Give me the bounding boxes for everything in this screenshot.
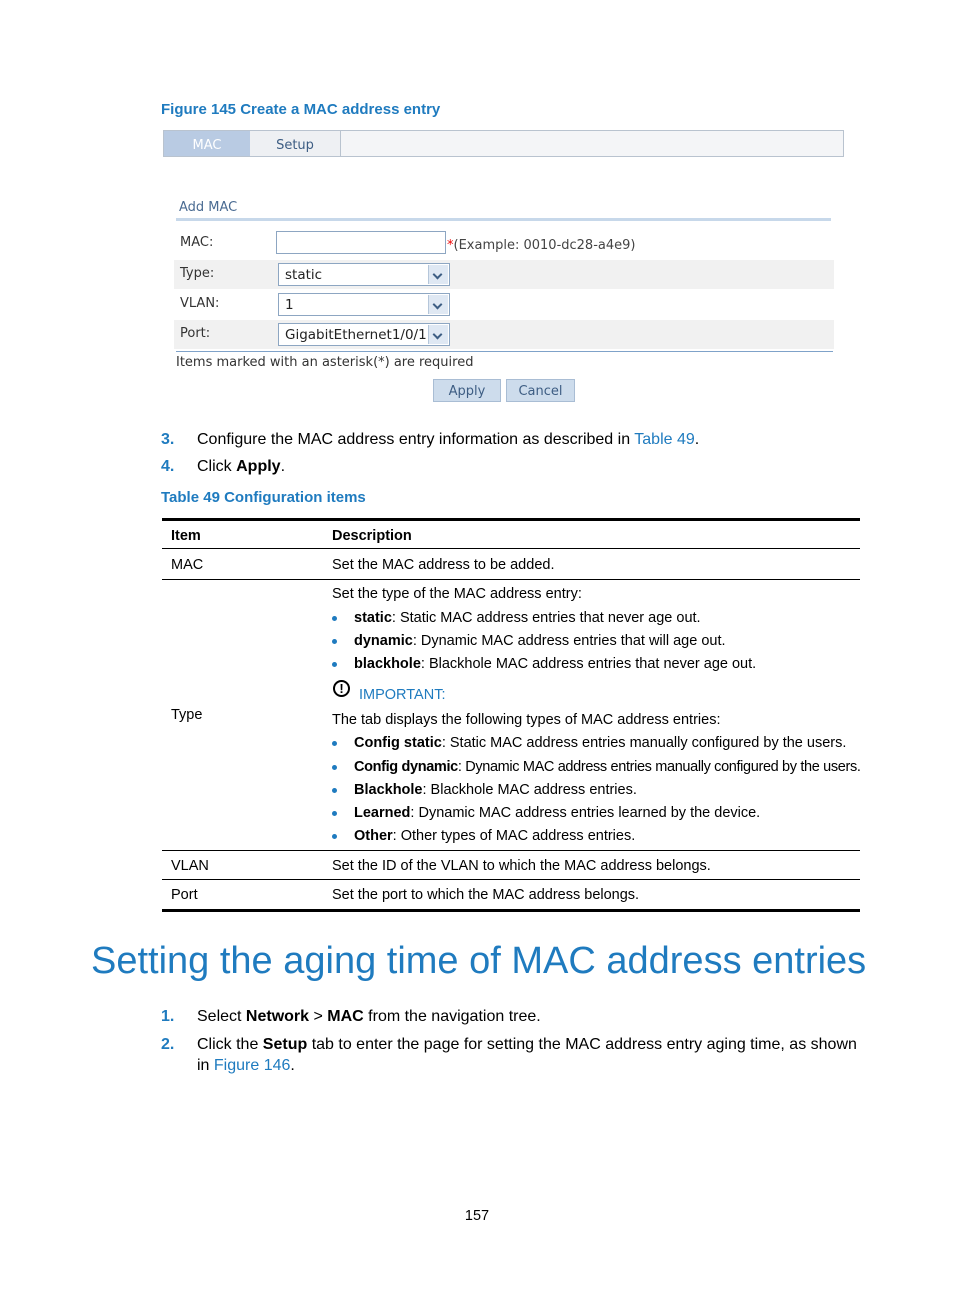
term: Config dynamic (354, 759, 458, 775)
page-number: 157 (464, 1208, 490, 1224)
table-top-rule (162, 518, 860, 521)
step-1 (161, 1008, 861, 1028)
apply-keyword: Apply (236, 458, 281, 475)
apply-button[interactable]: Apply (433, 379, 501, 402)
form-divider-top (176, 218, 831, 221)
tab-bar (163, 130, 844, 157)
important-label: IMPORTANT: (359, 687, 446, 703)
term-desc: : Blackhole MAC address entries. (422, 782, 637, 798)
port-row-bg (174, 320, 834, 349)
term: Blackhole (354, 782, 423, 798)
step-3 (161, 431, 861, 451)
step-2 (161, 1036, 881, 1056)
step-number: 2. (161, 1036, 175, 1053)
step-2-line-2 (197, 1057, 295, 1075)
chevron-down-icon[interactable] (428, 295, 448, 314)
table-bottom-rule (162, 909, 860, 912)
bullet-icon (332, 616, 337, 621)
bullet-icon (332, 765, 337, 770)
step-text-end: from the navigation tree. (363, 1008, 541, 1025)
bullet-icon (332, 811, 337, 816)
type-intro: Set the type of the MAC address entry: (332, 586, 582, 602)
step-text-end: . (694, 431, 700, 448)
table-cell-description: Set the MAC address to be added. (332, 557, 555, 573)
type-select[interactable] (278, 263, 450, 286)
table-cell-item: Type (171, 707, 203, 723)
required-asterisk: * (447, 238, 454, 253)
figure-caption: Figure 145 Create a MAC address entry (161, 101, 441, 118)
term: blackhole (354, 656, 421, 672)
term-desc: : Other types of MAC address entries. (392, 828, 636, 844)
term-desc: : Dynamic MAC address entries learned by the device. (410, 805, 761, 821)
term: dynamic (354, 633, 413, 649)
mac-hint-text: (Example: 0010-dc28-a4e9) (453, 238, 636, 253)
step-separator: > (309, 1008, 328, 1025)
mac-hint (447, 238, 635, 253)
chevron-down-icon[interactable] (428, 325, 448, 344)
port-select-value: GigabitEthernet1/0/1 (285, 327, 427, 343)
table-cell-description: Set the port to which the MAC address belongs. (332, 887, 640, 903)
step-text: Configure the MAC address entry information as described in (197, 431, 635, 448)
term-desc: : Dynamic MAC address entries that will age out. (412, 633, 726, 649)
table-row-rule (162, 879, 860, 880)
step-number: 4. (161, 458, 175, 475)
mac-input[interactable] (276, 231, 446, 254)
type-select-value: static (285, 267, 323, 283)
step-number: 1. (161, 1008, 175, 1025)
vlan-label: VLAN: (180, 296, 220, 311)
table-cell-item: Port (171, 887, 198, 903)
bullet-icon (332, 662, 337, 667)
type-label: Type: (180, 266, 215, 281)
step-text: in (197, 1057, 214, 1074)
table-cell-item: VLAN (171, 858, 209, 874)
network-keyword: Network (245, 1008, 310, 1025)
table-row-rule (162, 850, 860, 851)
step-text: Click (197, 458, 237, 475)
table-cell-item: MAC (171, 557, 204, 573)
mac-keyword: MAC (327, 1008, 364, 1025)
term: static (354, 610, 392, 626)
term: Other (354, 828, 393, 844)
tab-mac[interactable]: MAC (164, 131, 250, 156)
vlan-select-value: 1 (285, 297, 294, 313)
table-header-description: Description (332, 528, 412, 544)
section-heading: Setting the aging time of MAC address entries (91, 940, 867, 982)
term-desc: : Static MAC address entries manually configured by the users. (441, 735, 847, 751)
chevron-down-icon[interactable] (428, 265, 448, 284)
cancel-button[interactable]: Cancel (506, 379, 575, 402)
type-row-bg (174, 260, 834, 289)
important-icon: ! (333, 680, 350, 697)
form-divider-bottom (176, 351, 833, 352)
port-select[interactable] (278, 323, 450, 346)
term-desc: : Dynamic MAC address entries manually configured by the users. (457, 759, 861, 775)
required-note: Items marked with an asterisk(*) are required (176, 355, 474, 370)
bullet-icon (332, 834, 337, 839)
tab-setup[interactable]: Setup (250, 131, 341, 156)
bullet-icon (332, 639, 337, 644)
step-text-end: . (290, 1057, 295, 1074)
bullet-icon (332, 788, 337, 793)
form-title: Add MAC (179, 200, 238, 215)
step-number: 3. (161, 431, 175, 448)
bullet-icon (332, 741, 337, 746)
table-row-rule (162, 579, 860, 580)
table-header-rule (162, 548, 860, 549)
term-desc: : Static MAC address entries that never age out. (391, 610, 701, 626)
type-intro-2: The tab displays the following types of MAC address entries: (332, 712, 721, 728)
term-desc: : Blackhole MAC address entries that never age out. (420, 656, 757, 672)
port-label: Port: (180, 326, 211, 341)
table-header-item: Item (171, 528, 201, 544)
term: Config static (354, 735, 442, 751)
figure-146-link[interactable]: Figure 146 (213, 1057, 291, 1074)
step-text: Click the (197, 1036, 263, 1053)
step-text-end: tab to enter the page for setting the MAC address entry aging time, as shown (307, 1036, 857, 1053)
term: Learned (354, 805, 411, 821)
table-caption: Table 49 Configuration items (161, 489, 366, 506)
setup-keyword: Setup (262, 1036, 308, 1053)
mac-label: MAC: (180, 235, 214, 250)
step-4 (161, 458, 861, 478)
vlan-select[interactable] (278, 293, 450, 316)
table-cell-description: Set the ID of the VLAN to which the MAC address belongs. (332, 858, 711, 874)
step-text-end: . (280, 458, 286, 475)
table-49-link[interactable]: Table 49 (634, 431, 695, 448)
step-text: Select (197, 1008, 246, 1025)
